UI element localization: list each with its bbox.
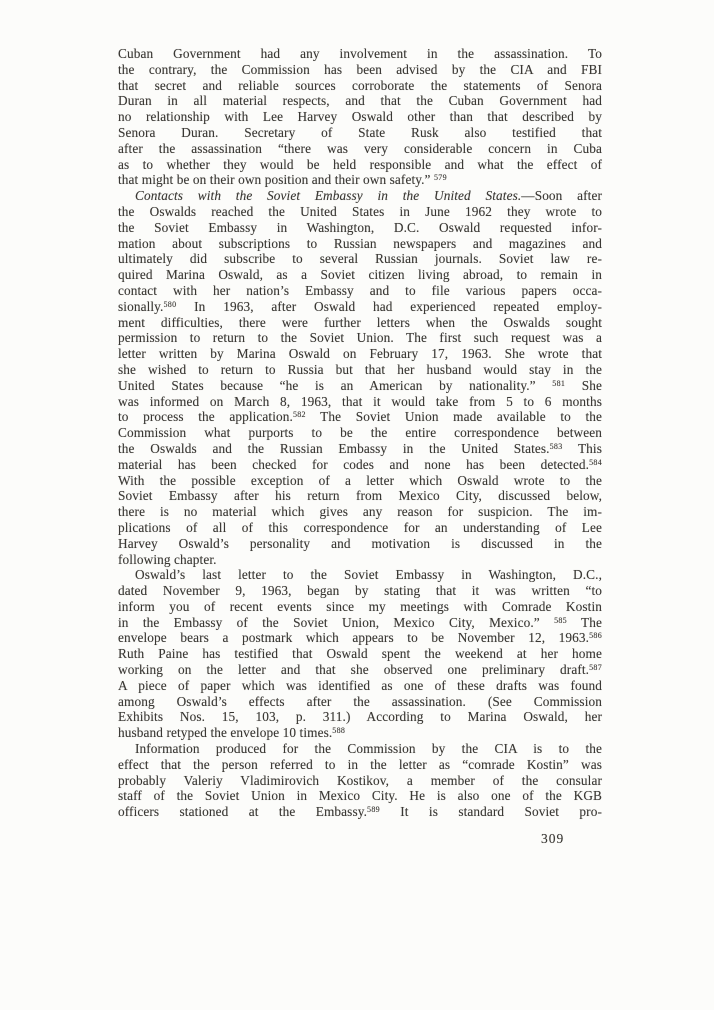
footnote-reference: 589 <box>367 805 380 815</box>
text-line: as to whether they would be held responsible and what the effect of <box>118 156 602 172</box>
text-line: Information produced for the Commission by the CIA is to the <box>135 741 602 757</box>
text-line: United States because “he is an American by nationality.” $^{581}$ She <box>118 377 602 393</box>
text-line: contact with her nation’s Embassy and to file various papers occa- <box>118 282 602 298</box>
footnote-reference: 583 <box>549 441 563 451</box>
text-line: the Oswalds and the Russian Embassy in the United States.$^{583}$ This <box>118 440 603 456</box>
footnote-reference: 587 <box>589 663 602 673</box>
text-line: Soviet Embassy after his return from Mexico City, discussed below, <box>118 488 602 504</box>
paragraph <box>118 741 602 820</box>
text-line: that secret and reliable sources corroborate the statements of Senora <box>118 77 602 93</box>
text-line: Harvey Oswald’s personality and motivation is discussed in the <box>118 535 602 551</box>
text-block <box>118 46 602 820</box>
text-line: the Oswalds reached the United States in June 1962 they wrote to <box>118 203 602 219</box>
footnote-reference: 581 <box>552 378 566 388</box>
text-line: there is no material which gives any reason for suspicion. The im- <box>118 504 602 520</box>
text-line: in the Embassy of the Soviet Union, Mexico City, Mexico.” $^{585}$ The <box>118 614 602 630</box>
paragraph <box>118 188 602 567</box>
text-line: following chapter. <box>118 551 217 567</box>
text-line: Commission what purports to be the entire correspondence between <box>118 425 602 441</box>
text-line: the Soviet Embassy in Washington, D.C. Oswald requested infor- <box>118 219 602 235</box>
text-line: ment difficulties, there were further letters when the Oswalds sought <box>118 314 602 330</box>
text-line: effect that the person referred to in the letter as “comrade Kostin” was <box>118 756 602 772</box>
text-line: With the possible exception of a letter which Oswald wrote to the <box>118 472 602 488</box>
text-line: dated November 9, 1963, began by stating that it was written “to <box>118 583 602 599</box>
text-line: was informed on March 8, 1963, that it would take from 5 to 6 months <box>118 393 602 409</box>
text-line: Oswald’s last letter to the Soviet Embassy in Washington, D.C., <box>135 567 602 583</box>
text-line: quired Marina Oswald, as a Soviet citizen living abroad, to remain in <box>118 267 602 283</box>
footnote-reference: 588 <box>332 726 346 736</box>
paragraph <box>118 46 602 188</box>
text-line: after the assassination “there was very considerable concern in Cuba <box>118 140 602 156</box>
footnote-reference: 585 <box>554 615 567 625</box>
text-line: the contrary, the Commission has been advised by the CIA and FBI <box>118 61 602 77</box>
text-line: A piece of paper which was identified as one of these drafts was found <box>118 677 602 693</box>
text-line: Duran in all material respects, and that the Cuban Government had <box>118 93 602 109</box>
text-line: working on the letter and that she observed one preliminary draft.$^{587}$ <box>118 662 602 678</box>
paragraph <box>118 567 602 741</box>
footnote-reference: 582 <box>292 410 306 420</box>
footnote-reference: 586 <box>589 631 602 641</box>
text-line: sionally.$^{580}$ In 1963, after Oswald had experienced repeated employ- <box>118 298 602 314</box>
footnote-reference: 579 <box>433 173 447 183</box>
text-line: Senora Duran. Secretary of State Rusk also testified that <box>118 124 602 140</box>
text-line: no relationship with Lee Harvey Oswald other than that described by <box>118 109 602 125</box>
text-line: inform you of recent events since my meetings with Comrade Kostin <box>118 598 602 614</box>
text-line: she wished to return to Russia but that her husband would stay in the <box>118 361 602 377</box>
text-line: permission to return to the Soviet Union. The first such request was a <box>118 330 602 346</box>
text-line: Ruth Paine has testified that Oswald spent the weekend at her home <box>118 646 602 662</box>
text-line: Contacts with the Soviet Embassy in the United States.—Soon after <box>135 188 602 204</box>
text-line: to process the application.$^{582}$ The Soviet Union made available to the <box>118 409 602 425</box>
text-line: plications of all of this correspondence for an understanding of Lee <box>118 519 602 535</box>
text-line: material has been checked for codes and none has been detected.$^{584}$ <box>118 456 602 472</box>
text-line: ultimately did subscribe to several Russian journals. Soviet law re- <box>118 251 602 267</box>
text-line: letter written by Marina Oswald on February 17, 1963. She wrote that <box>118 346 602 362</box>
text-line: that might be on their own position and their own safety.” $^{579}$ <box>118 172 447 188</box>
text-line: probably Valeriy Vladimirovich Kostikov, a member of the consular <box>118 772 602 788</box>
text-line: among Oswald’s effects after the assassination. (See Commission <box>118 693 602 709</box>
text-line: Cuban Government had any involvement in the assassination. To <box>118 46 602 61</box>
footnote-reference: 580 <box>163 299 177 309</box>
text-line: mation about subscriptions to Russian newspapers and magazines and <box>118 235 602 251</box>
text-line: Exhibits Nos. 15, 103, p. 311.) According to Marina Oswald, her <box>118 709 602 725</box>
text-line: staff of the Soviet Union in Mexico City. He is also one of the KGB <box>118 788 602 804</box>
footnote-reference: 584 <box>589 457 602 467</box>
text-line: husband retyped the envelope 10 times.$^{588}$ <box>118 725 346 741</box>
text-line: officers stationed at the Embassy.$^{589}$ It is standard Soviet pro- <box>118 804 602 820</box>
text-line: envelope bears a postmark which appears to be November 12, 1963.$^{586}$ <box>118 630 602 646</box>
page-number: 309 <box>541 831 565 846</box>
